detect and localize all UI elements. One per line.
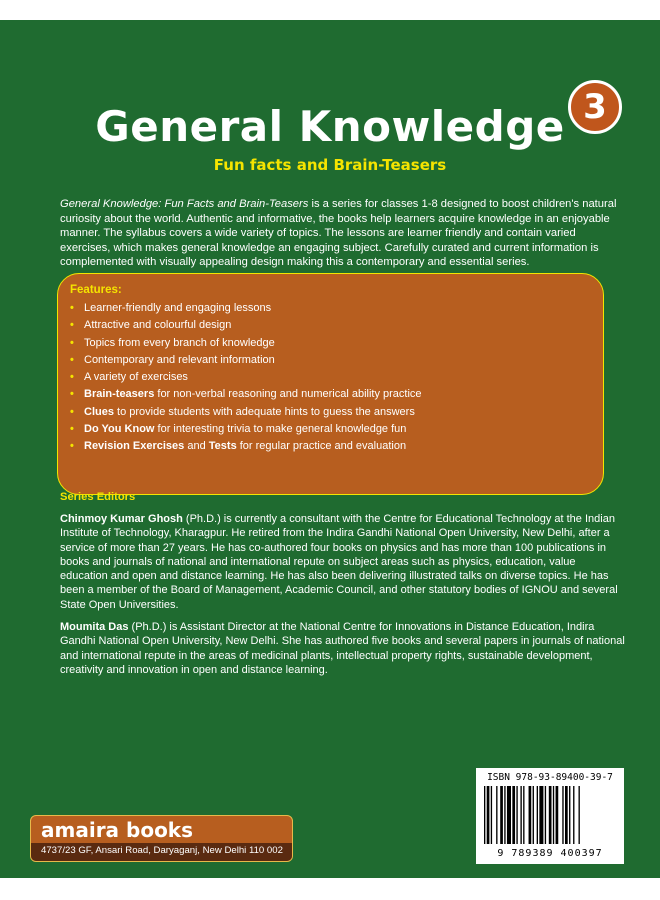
feature-item: • Do You Know for interesting trivia to make general knowledge fun xyxy=(70,421,591,438)
intro-text: is a series for classes 1-8 designed to boost children's natural curiosity about the world. Authentic and informative, the books help learners acquire knowledge in an enjoyable manner. The syllabus covers a wide variety of topics. The lessons are learner friendly and contain varied exercises, which makes general knowledge an engaging subject. Carefully curated and current information is complemented with visually appealing design making this a contemporary and essential series. xyxy=(60,198,617,269)
bullet-icon: • xyxy=(70,405,74,418)
features-panel xyxy=(57,273,604,495)
editor-bio-text: (Ph.D.) is Assistant Director at the National Centre for Innovations in Distance Education, Indira Gandhi National Open University, New Delhi. She has authored five books and several papers in journals of national and international repute in the areas of medicinal plants, intellectual property rights, sustainable development, creativity and innovation in open and distance learning. xyxy=(60,621,625,676)
barcode-bar xyxy=(545,786,546,844)
bullet-icon: • xyxy=(70,440,74,453)
editor-bio xyxy=(60,620,626,677)
barcode-bar xyxy=(523,786,524,844)
bullet-icon: • xyxy=(70,353,74,366)
barcode-bar xyxy=(491,786,492,844)
book-subtitle: Fun facts and Brain-Teasers xyxy=(213,156,447,174)
book-back-cover xyxy=(0,20,660,878)
publisher-logo: amaira books xyxy=(41,818,194,842)
intro-paragraph xyxy=(60,197,620,270)
barcode-bar xyxy=(507,786,511,844)
book-title: General Knowledge xyxy=(95,102,565,151)
series-editors-heading: Series Editors xyxy=(60,491,136,503)
bullet-icon: • xyxy=(70,371,74,384)
barcode-bar xyxy=(520,786,521,844)
isbn-label: ISBN 978-93-89400-39-7 xyxy=(487,772,613,783)
barcode-bar xyxy=(569,786,570,844)
publisher-address: 4737/23 GF, Ansari Road, Daryaganj, New Delhi 110 002 xyxy=(41,845,283,856)
barcode-bar xyxy=(529,786,532,844)
barcode-bars xyxy=(484,786,616,844)
barcode-bar xyxy=(539,786,543,844)
editor-name: Moumita Das xyxy=(60,621,129,633)
features-list xyxy=(70,300,591,456)
barcode-bar xyxy=(565,786,568,844)
bullet-icon: • xyxy=(70,388,74,401)
feature-item: • Learner-friendly and engaging lessons xyxy=(70,300,591,317)
bullet-icon: • xyxy=(70,302,74,314)
barcode-bar xyxy=(556,786,559,844)
barcode-bar xyxy=(516,786,517,844)
barcode-bar xyxy=(500,786,503,844)
barcode-bar xyxy=(533,786,534,844)
feature-item: • Brain-teasers for non-verbal reasoning and numerical ability practice xyxy=(70,386,591,403)
editor-name: Chinmoy Kumar Ghosh xyxy=(60,513,183,525)
publisher-block xyxy=(30,815,293,862)
feature-item: • A variety of exercises xyxy=(70,369,591,386)
publisher-address-strip xyxy=(31,843,292,861)
features-heading: Features: xyxy=(70,284,122,296)
feature-item: • Contemporary and relevant information xyxy=(70,352,591,369)
bullet-icon: • xyxy=(70,423,74,436)
barcode-bar xyxy=(579,786,580,844)
barcode-bar xyxy=(573,786,574,844)
feature-item: • Clues to provide students with adequate hints to guess the answers xyxy=(70,404,591,421)
barcode-bar xyxy=(562,786,563,844)
barcode-bar xyxy=(553,786,554,844)
barcode-bar xyxy=(504,786,505,844)
editor-bio-text: (Ph.D.) is currently a consultant with the Centre for Educational Technology at the Indian Institute of Technology, Kharagpur. He retired from the Indira Gandhi National Open University, New Delhi, after a service of more than 27 years. He has co-authored four books on physics and has more than 100 publications in books and journals of national and international repute on subject areas such as physics, education, value education and open and distance learning. He has also been delivering illustrated talks on diverse topics. He has been a member of the Board of Management, Academic Council, and other statutory bodies of IGNOU and several State Open Universities. xyxy=(60,513,618,611)
feature-item: • Topics from every branch of knowledge xyxy=(70,335,591,352)
editor-bio xyxy=(60,512,626,612)
barcode-bar xyxy=(484,786,485,844)
barcode-bar xyxy=(512,786,515,844)
intro-series-name: General Knowledge: Fun Facts and Brain-Teasers xyxy=(60,198,309,210)
barcode-bar xyxy=(537,786,538,844)
barcode-bar xyxy=(487,786,490,844)
volume-badge: 3 xyxy=(568,80,622,134)
bullet-icon: • xyxy=(70,336,74,349)
isbn-digits: 9 789389 400397 xyxy=(497,848,603,859)
isbn-barcode xyxy=(476,768,624,864)
bullet-icon: • xyxy=(70,319,74,332)
barcode-bar xyxy=(496,786,497,844)
feature-item: • Attractive and colourful design xyxy=(70,317,591,334)
feature-item: • Revision Exercises and Tests for regular practice and evaluation xyxy=(70,438,591,455)
barcode-bar xyxy=(549,786,552,844)
